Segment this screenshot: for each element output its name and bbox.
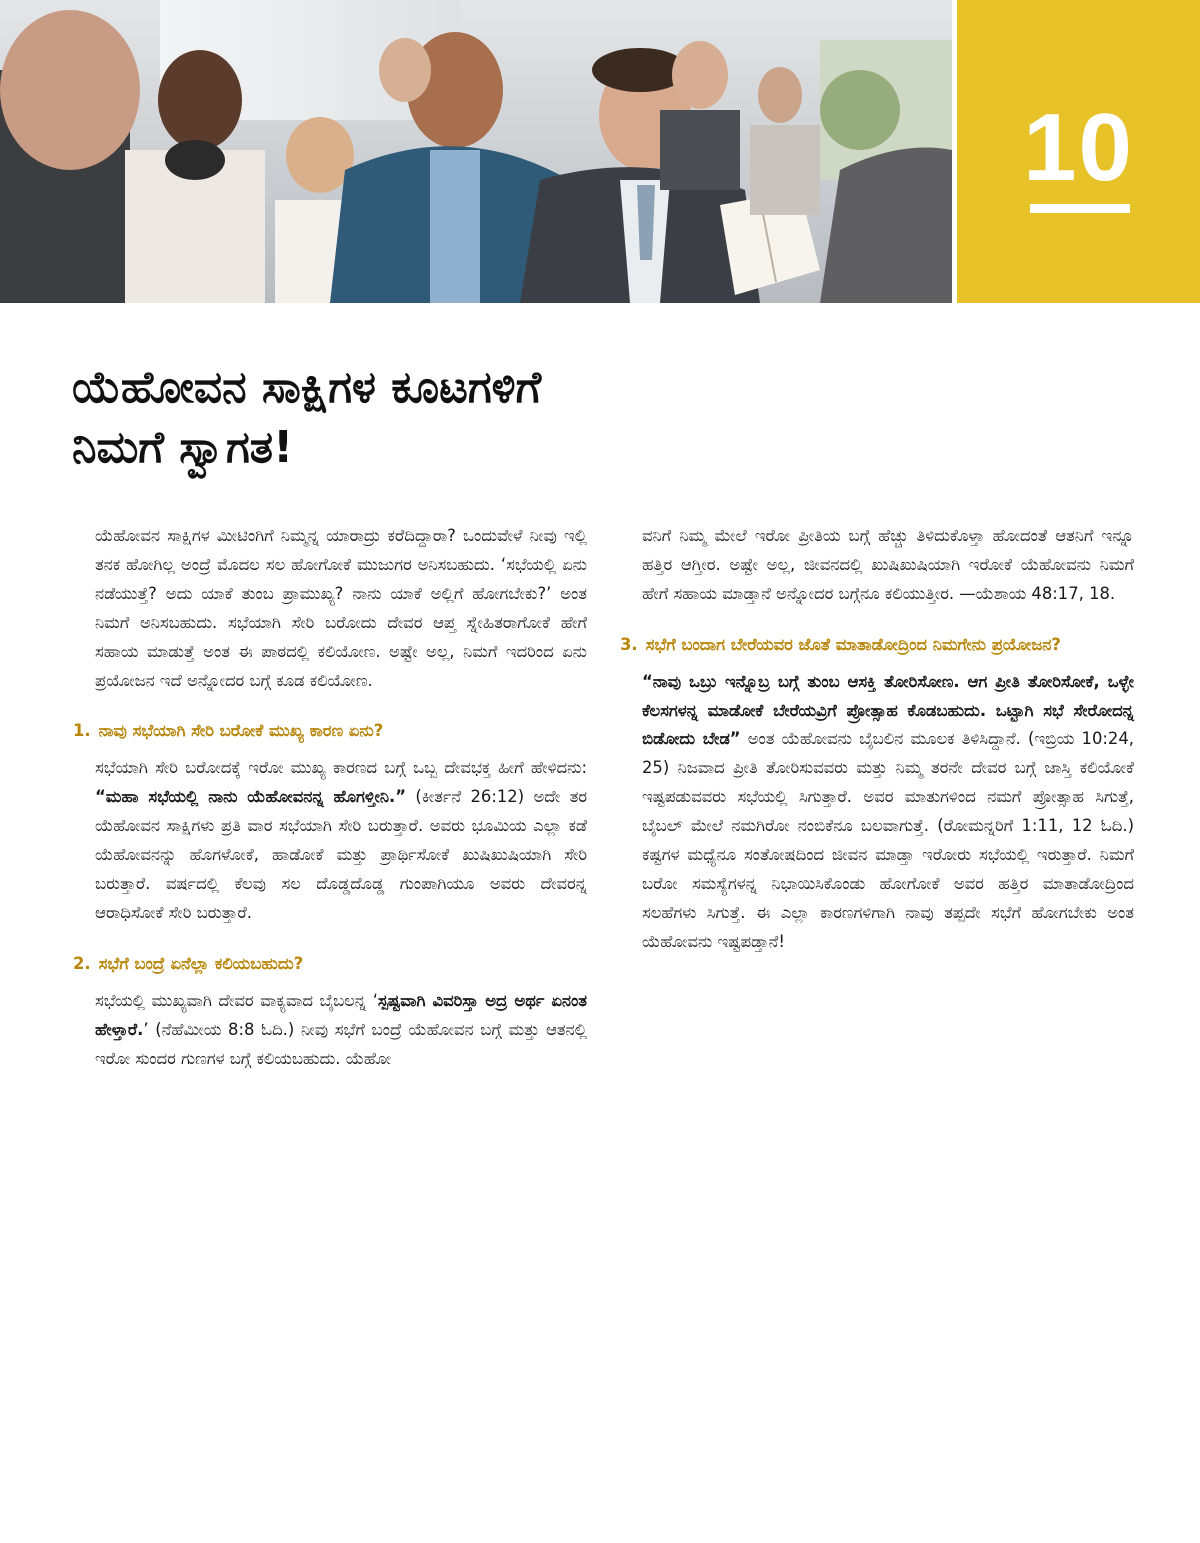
section-1-paragraph (73, 754, 587, 927)
header-photo (0, 0, 952, 303)
lesson-number: 10 (1023, 94, 1134, 201)
section-2-continued-paragraph: ವನಿಗೆ ನಿಮ್ಮ ಮೇಲೆ ಇರೋ ಪ್ರೀತಿಯ ಬಗ್ಗೆ ಹೆಚ್ಚು ತಿಳಿದುಕೊಳ್ತಾ ಹೋದಂತೆ ಆತನಿಗೆ ಇನ್ನೂ ಹತ್ತಿರ ಆಗ್ತೀರ. ಅಷ್ಟೇ ಅಲ್ಲ, ಜೀವನದಲ್ಲಿ ಖುಷಿಖುಷಿಯಾಗಿ ಇರೋಕೆ ಯೆಹೋವನು ನಿಮಗೆ ಹೇಗೆ ಸಹಾಯ ಮಾಡ್ತಾನೆ ಅನ್ನೋದರ ಬಗ್ಗೆನೂ ಕಲಿಯುತ್ತೀರ. —ಯೆಶಾಯ 48:17, 18. (642, 526, 1134, 603)
section-3-paragraph (620, 668, 1134, 957)
section-2-quote: ಸ್ಪಷ್ಟವಾಗಿ ವಿವರಿಸ್ತಾ ಅದ್ರ ಅರ್ಥ ಏನಂತ ಹೇಳ್ತಾರೆ. (95, 990, 587, 1039)
question-text: ನಾವು ಸಭೆಯಾಗಿ ಸೇರಿ ಬರೋಕೆ ಮುಖ್ಯ ಕಾರಣ ಏನು? (98, 721, 384, 741)
question-text: ಸಭೆಗೆ ಬಂದಾಗ ಬೇರೆಯವರ ಜೊತೆ ಮಾತಾಡೋದ್ರಿಂದ ನಿಮಗೇನು ಪ್ರಯೋಜನ? (645, 634, 1061, 654)
page-title-line-2: ನಿಮಗೆ ಸ್ವಾಗತ! (72, 422, 294, 473)
section-3-quote: “ನಾವು ಒಬ್ರು ಇನ್ನೊಬ್ರ ಬಗ್ಗೆ ತುಂಬ ಆಸಕ್ತಿ ತೋರಿಸೋಣ. ಆಗ ಪ್ರೀತಿ ತೋರಿಸೋಕೆ, ಒಳ್ಳೇ ಕೆಲಸಗಳನ್ನ ಮಾಡೋಕೆ ಬೇರೆಯವ್ರಿಗೆ ಪ್ರೋತ್ಸಾಹ ಕೊಡಬಹುದು. ಒಟ್ಟಾಗಿ ಸಭೆ ಸೇರೋದನ್ನ ಬಿಡೋದು ಬೇಡ” (642, 671, 1134, 749)
question-number: 2. (73, 953, 91, 973)
section-1-text-a: ಸಭೆಯಾಗಿ ಸೇರಿ ಬರೋದಕ್ಕೆ ಇರೋ ಮುಖ್ಯ ಕಾರಣದ ಬಗ್ಗೆ ಒಬ್ಬ ದೇವಭಕ್ತ ಹೀಗೆ ಹೇಳಿದನು: (95, 758, 587, 778)
left-column (73, 522, 587, 1073)
section-2-text-c: ’ (ನೆಹೆಮೀಯ 8:8 ಓದಿ.) ನೀವು ಸಭೆಗೆ ಬಂದ್ರೆ ಯೆಹೋವನ ಬಗ್ಗೆ ಮತ್ತು ಆತನಲ್ಲಿ ಇರೋ ಸುಂದರ ಗುಣಗಳ ಬಗ್ಗೆ ಕಲಿಯಬಹುದು. ಯೆಹೋ (95, 1019, 587, 1068)
question-number: 3. (620, 634, 638, 654)
section-2-paragraph (73, 987, 587, 1074)
section-1-text-c: (ಕೀರ್ತನೆ 26:12) ಅದೇ ತರ ಯೆಹೋವನ ಸಾಕ್ಷಿಗಳು ಪ್ರತಿ ವಾರ ಸಭೆಯಾಗಿ ಸೇರಿ ಬರುತ್ತಾರೆ. ಅವರು ಭೂಮಿಯ ಎಲ್ಲಾ ಕಡೆ ಯೆಹೋವನನ್ನು ಹೊಗಳೋಕೆ, ಹಾಡೋಕೆ ಮತ್ತು ಪ್ರಾರ್ಥಿಸೋಕೆ ಖುಷಿಖುಷಿಯಾಗಿ ಸೇರಿ ಬರುತ್ತಾರೆ. ವರ್ಷದಲ್ಲಿ ಕೆಲವು ಸಲ ದೊಡ್ಡದೊಡ್ಡ ಗುಂಪಾಗಿಯೂ ಅವರು ದೇವರನ್ನ ಆರಾಧಿಸೋಕೆ ಸೇರಿ ಬರುತ್ತಾರೆ. (95, 787, 587, 922)
meeting-photo-illustration (0, 0, 952, 303)
question-number: 1. (73, 721, 91, 741)
question-heading-1 (73, 717, 587, 746)
lesson-number-underline (1030, 204, 1130, 213)
page-title (72, 358, 892, 478)
page-title-line-1: ಯೆಹೋವನ ಸಾಕ್ಷಿಗಳ ಕೂಟಗಳಿಗೆ (72, 362, 542, 413)
section-2-text-a: ಸಭೆಯಲ್ಲಿ ಮುಖ್ಯವಾಗಿ ದೇವರ ವಾಕ್ಯವಾದ ಬೈಬಲನ್ನ ‘ (95, 990, 378, 1010)
question-heading-2 (73, 950, 587, 979)
section-3-text-c: ಅಂತ ಯೆಹೋವನು ಬೈಬಲಿನ ಮೂಲಕ ತಿಳಿಸಿದ್ದಾನೆ. (ಇಬ್ರಿಯ 10:24, 25) ನಿಜವಾದ ಪ್ರೀತಿ ತೋರಿಸುವವರು ಮತ್ತು ನಿಮ್ಮ ತರನೇ ದೇವರ ಬಗ್ಗೆ ಜಾಸ್ತಿ ಕಲಿಯೋಕೆ ಇಷ್ಟಪಡುವವರು ಸಭೆಯಲ್ಲಿ ಸಿಗುತ್ತಾರೆ. ಅವರ ಮಾತುಗಳಿಂದ ನಮಗೆ ಪ್ರೋತ್ಸಾಹ ಸಿಗುತ್ತೆ, ಬೈಬಲ್ ಮೇಲೆ ನಮಗಿರೋ ನಂಬಿಕೆನೂ ಬಲವಾಗುತ್ತೆ. (ರೋಮನ್ನರಿಗೆ 1:11, 12 ಓದಿ.) ಕಷ್ಟಗಳ ಮಧ್ಯೆನೂ ಸಂತೋಷದಿಂದ ಜೀವನ ಮಾಡ್ತಾ ಇರೋರು ಸಭೆಯಲ್ಲಿ ಇರುತ್ತಾರೆ. ನಿಮಗೆ ಬರೋ ಸಮಸ್ಯೆಗಳನ್ನ ನಿಭಾಯಿಸಿಕೊಂಡು ಹೋಗೋಕೆ ಅವರ ಹತ್ತಿರ ಮಾತಾಡೋದ್ರಿಂದ ಸಲಹೆಗಳು ಸಿಗುತ್ತೆ. ಈ ಎಲ್ಲಾ ಕಾರಣಗಳಿಗಾಗಿ ನಾವು ತಪ್ಪದೇ ಸಭೆಗೆ ಹೋಗಬೇಕು ಅಂತ ಯೆಹೋವನು ಇಷ್ಟಪಡ್ತಾನೆ! (642, 729, 1134, 951)
right-column (620, 522, 1134, 957)
question-text: ಸಭೆಗೆ ಬಂದ್ರೆ ಏನೆಲ್ಲಾ ಕಲಿಯಬಹುದು? (98, 953, 304, 973)
section-1-quote: “ಮಹಾ ಸಭೆಯಲ್ಲಿ ನಾನು ಯೆಹೋವನನ್ನ ಹೊಗಳ್ತೀನಿ.” (95, 787, 407, 807)
lesson-number-panel (957, 0, 1200, 303)
question-heading-3 (620, 631, 1134, 660)
intro-paragraph: ಯೆಹೋವನ ಸಾಕ್ಷಿಗಳ ಮೀಟಿಂಗಿಗೆ ನಿಮ್ಮನ್ನ ಯಾರಾದ್ರು ಕರೆದಿದ್ದಾರಾ? ಒಂದುವೇಳೆ ನೀವು ಇಲ್ಲಿ ತನಕ ಹೋಗಿಲ್ಲ ಅಂದ್ರೆ ಮೊದಲ ಸಲ ಹೋಗೋಕೆ ಮುಜುಗರ ಅನಿಸಬಹುದು. ‘ಸಭೆಯಲ್ಲಿ ಏನು ನಡೆಯುತ್ತೆ? ಅದು ಯಾಕೆ ತುಂಬ ಪ್ರಾಮುಖ್ಯ? ನಾನು ಯಾಕೆ ಅಲ್ಲಿಗೆ ಹೋಗಬೇಕು?’ ಅಂತ ನಿಮಗೆ ಅನಿಸಬಹುದು. ಸಭೆಯಾಗಿ ಸೇರಿ ಬರೋದು ದೇವರ ಆಪ್ತ ಸ್ನೇಹಿತರಾಗೋಕೆ ಹೇಗೆ ಸಹಾಯ ಮಾಡುತ್ತೆ ಅಂತ ಈ ಪಾಠದಲ್ಲಿ ಕಲಿಯೋಣ. ಅಷ್ಟೇ ಅಲ್ಲ, ನಿಮಗೆ ಇದರಿಂದ ಏನು ಪ್ರಯೋಜನ ಇದೆ ಅನ್ನೋದರ ಬಗ್ಗೆ ಕೂಡ ಕಲಿಯೋಣ. (95, 526, 587, 690)
